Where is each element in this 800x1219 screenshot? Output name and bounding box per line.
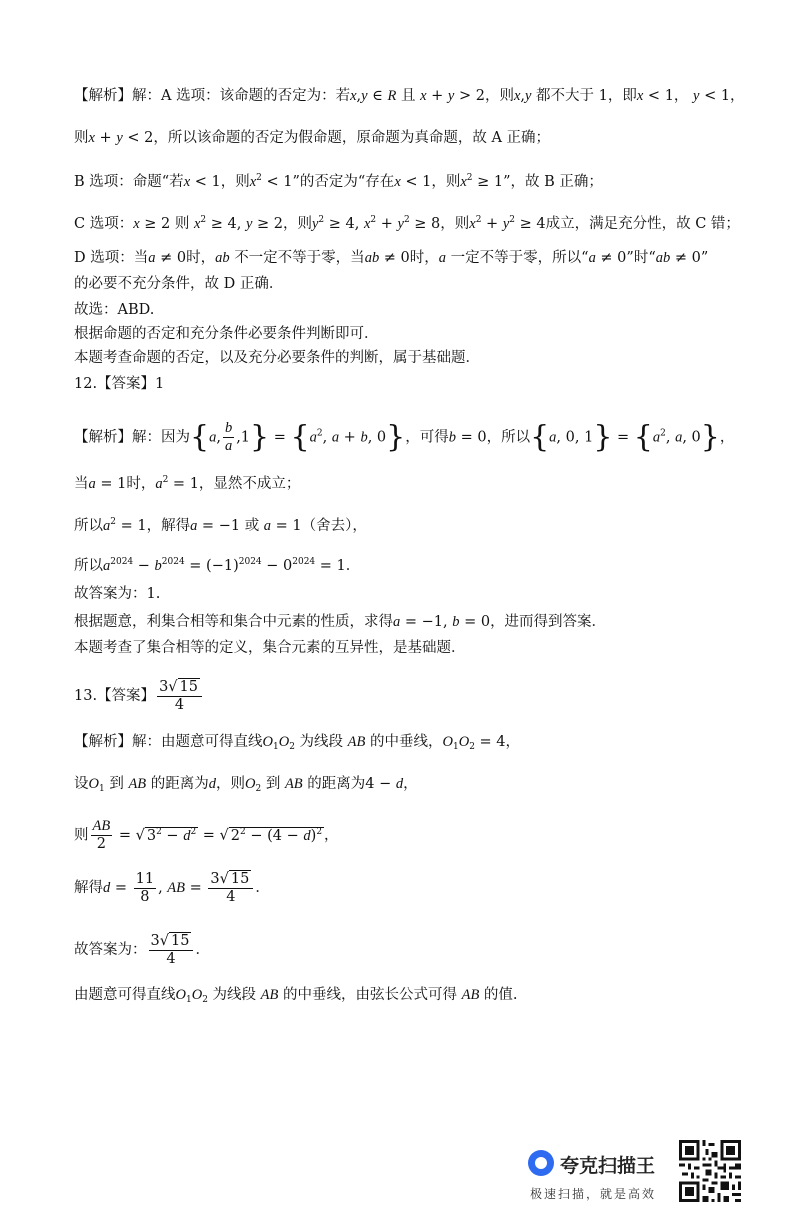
text: ，所以该命题的否定为假命题，原命题为真命题，故 A 正确； bbox=[153, 130, 551, 146]
text: ”的否定为“存在 bbox=[292, 174, 395, 190]
analysis-12-line-1: 【解析】解：因为{a, $\frac{b}{a}$ $,1\} = \{a^2$, a + b, 0}，可得b = 0，所以{a, 0, $1\} = \{a^2$, a, 0}， bbox=[74, 419, 735, 455]
text: ，则 bbox=[282, 216, 312, 232]
analysis-13-line-1: 【解析】解：由题意可得直线$O_1O_2$ 为线段 AB 的中垂线，$O_1O_2 = 4$， bbox=[74, 734, 521, 752]
analysis-11-line-4: C 选项：x ≥ 2 则 $x^2 \ge 4$, y ≥ 2，则$y^2 \ge 4$, $x^2 + y^2 \ge 8$，则$x^2 + y^2 \ge 4$成立，满足充分性，故 C 错； bbox=[74, 215, 740, 232]
text: ，显然不成立； bbox=[198, 476, 301, 492]
analysis-11-line-2: 则x + y < 2，所以该命题的否定为假命题，原命题为真命题，故 A 正确； bbox=[74, 130, 551, 146]
qr-code-icon bbox=[679, 1140, 741, 1202]
text: （舍去）， bbox=[301, 518, 367, 534]
text: 当 bbox=[74, 476, 89, 492]
text: 的距离为 bbox=[150, 776, 209, 792]
text: 的距离为 bbox=[307, 776, 366, 792]
analysis-12-line-3: 所以$a^2 = 1$，解得a = −1 或 a = 1（舍去）， bbox=[74, 517, 367, 534]
brand-name: 夸克扫描王 bbox=[560, 1155, 656, 1177]
text: 则 bbox=[74, 827, 89, 844]
text: 的值. bbox=[483, 987, 518, 1003]
brand-slogan: 极速扫描，就是高效 bbox=[530, 1187, 657, 1201]
text: 【解析】解：由题意可得直线 bbox=[74, 734, 263, 750]
text: 为线段 bbox=[299, 734, 344, 750]
text: ，则 bbox=[216, 776, 246, 792]
answer-13-heading: 13.【答案】 $\frac{3√ 15}{4}$ bbox=[74, 678, 204, 714]
text: 时， bbox=[409, 250, 439, 266]
text: 的中垂线，由弦长公式可得 bbox=[282, 987, 457, 1003]
text: 【解析】解：因为 bbox=[74, 429, 190, 446]
text: 到 bbox=[265, 776, 281, 792]
text: 一定不等于零，所以“ bbox=[450, 250, 589, 266]
analysis-13-method: 由题意可得直线$O_1O_2$ 为线段 AB 的中垂线，由弦长公式可得 AB 的值. bbox=[74, 987, 518, 1005]
text: 13.【答案】 bbox=[74, 688, 156, 704]
text: 都不大于 1，即 bbox=[536, 88, 637, 104]
text: 根据题意，利集合相等和集合中元素的性质，求得 bbox=[74, 614, 393, 630]
text: 为线段 bbox=[212, 987, 257, 1003]
analysis-11-line-6: 的必要不充分条件，故 D 正确． bbox=[74, 276, 284, 292]
text: ，进而得到答案． bbox=[490, 614, 607, 630]
analysis-13-line-2: 设$O_1$ 到 AB 的距离为d，则$O_2$ 到 AB 的距离为4 − d， bbox=[74, 776, 418, 794]
text: 且 bbox=[401, 88, 416, 104]
text: ，则 bbox=[431, 174, 461, 190]
analysis-12-line-2: 当a = 1时，$a^2 = 1$，显然不成立； bbox=[74, 475, 301, 492]
text: C 选项： bbox=[74, 216, 134, 232]
text: ，则 bbox=[440, 216, 470, 232]
answer-12-heading: 12.【答案】1 bbox=[74, 376, 165, 392]
text: ，解得 bbox=[146, 518, 191, 534]
text: ，可得 bbox=[405, 429, 449, 446]
analysis-11-method: 根据命题的否定和充分条件必要条件判断即可． bbox=[74, 326, 379, 342]
text: 则 bbox=[174, 216, 190, 232]
answer-11-choice: 故选：ABD. bbox=[74, 302, 155, 318]
text: 解得 bbox=[74, 880, 103, 896]
text: 或 bbox=[244, 518, 260, 534]
answer-12-result: 故答案为：1. bbox=[74, 586, 161, 602]
text: ”，故 B 正确； bbox=[503, 174, 603, 190]
text: 到 bbox=[109, 776, 124, 792]
text: 不一定不等于零，当 bbox=[234, 250, 365, 266]
text: 所以 bbox=[74, 558, 103, 574]
text: 【解析】解：A 选项：该命题的否定为：若 bbox=[74, 88, 351, 104]
analysis-11-line-3: B 选项：命题“若x < 1，则$x^2 < 1$”的否定为“存在x < 1，则$x^2 \ge 1$”，故 B 正确； bbox=[74, 173, 603, 190]
text: 时， bbox=[126, 476, 156, 492]
text: 成立，满足充分性，故 C 错； bbox=[545, 216, 740, 232]
analysis-12-line-4: 所以$a^{2024} - b^{2024} = (-1)^{2024} - 0^{2024} = 1$． bbox=[74, 557, 361, 574]
quark-logo-icon bbox=[528, 1150, 554, 1176]
analysis-12-summary: 本题考查了集合相等的定义，集合元素的互异性，是基础题． bbox=[74, 640, 466, 656]
answer-13-result: 故答案为： $\frac{3√ 15}{4}$ ． bbox=[74, 933, 210, 967]
text: D 选项：当 bbox=[74, 250, 149, 266]
text: 则 bbox=[74, 130, 89, 146]
analysis-11-line-5: D 选项：当a ≠ 0时，ab 不一定不等于零，当ab ≠ 0时，a 一定不等于零，所以“a ≠ 0”时“ab ≠ 0” bbox=[74, 250, 709, 266]
text: 所以 bbox=[74, 518, 103, 534]
text: ”时“ bbox=[626, 250, 656, 266]
analysis-12-method: 根据题意，利集合相等和集合中元素的性质，求得a = −1, b = 0，进而得到答案． bbox=[74, 614, 607, 630]
text: 的中垂线， bbox=[369, 734, 443, 750]
text: ，所以 bbox=[486, 429, 531, 446]
analysis-11-line-1: 【解析】解：A 选项：该命题的否定为：若x,y ∈ R 且 x + y > 2，则x,y 都不大于 1，即x < 1， y < 1， bbox=[74, 88, 745, 104]
text: 设 bbox=[74, 776, 89, 792]
scanner-watermark bbox=[528, 1148, 658, 1204]
text: B 选项：命题“若 bbox=[74, 174, 184, 190]
text: ” bbox=[700, 250, 709, 266]
analysis-13-line-4: 解得d = $\frac{11}{8}$ , AB = $\frac{3√ 15}{4}$ ． bbox=[74, 870, 270, 905]
text: 时， bbox=[186, 250, 216, 266]
text: ，则 bbox=[220, 174, 250, 190]
text: ，则 bbox=[484, 88, 514, 104]
analysis-11-summary: 本题考查命题的否定，以及充分必要条件的判断，属于基础题． bbox=[74, 350, 480, 366]
analysis-13-line-3: 则 $\frac{AB}{2}$ = √ $3^2 - d^2$ = √ $2^2 - (4 - d)^2$ ， bbox=[74, 818, 339, 852]
text: 故答案为： bbox=[74, 942, 147, 958]
text: 由题意可得直线 bbox=[74, 987, 176, 1003]
